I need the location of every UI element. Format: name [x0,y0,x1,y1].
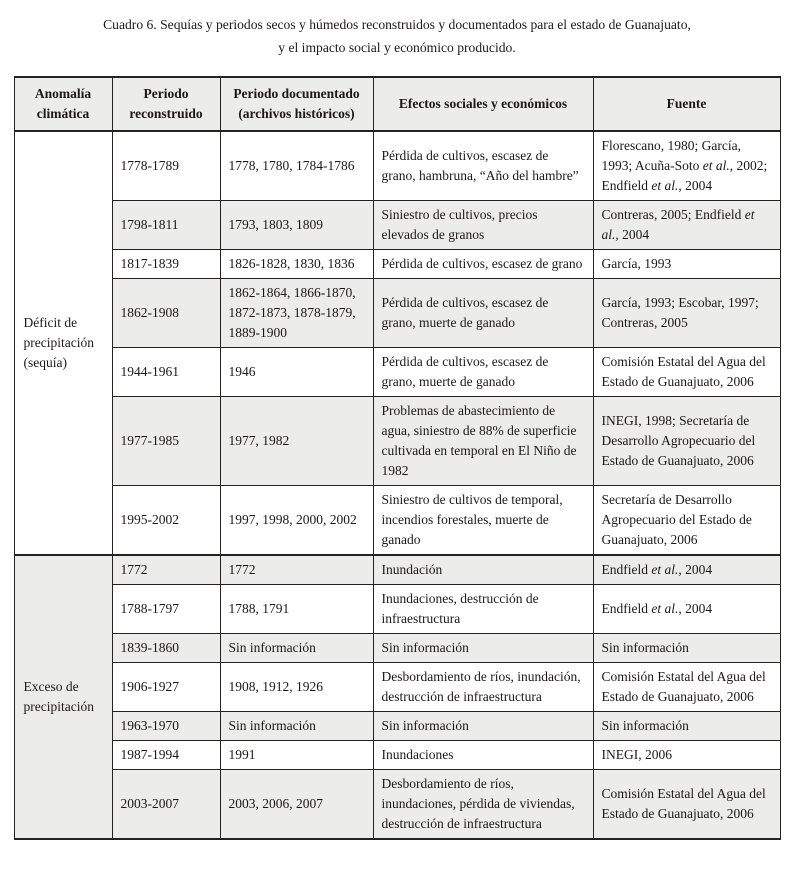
table-row [14,131,780,201]
cell-fuente: Comisión Estatal del Agua del Estado de Guanajuato, 2006 [593,348,780,397]
cell-fuente: Comisión Estatal del Agua del Estado de Guanajuato, 2006 [593,663,780,712]
cell-efectos: Pérdida de cultivos, escasez de grano, muerte de ganado [373,279,593,348]
cell-periodo-reconstruido: 1995-2002 [112,486,220,556]
cell-efectos: Pérdida de cultivos, escasez de grano, muerte de ganado [373,348,593,397]
cell-fuente: INEGI, 1998; Secretaría de Desarrollo Agropecuario del Estado de Guanajuato, 2006 [593,397,780,486]
cell-fuente: Contreras, 2005; Endfield et al., 2004 [593,201,780,250]
table-row [14,348,780,397]
cell-periodo-documentado: 1793, 1803, 1809 [220,201,373,250]
table-row [14,585,780,634]
cell-periodo-reconstruido: 1944-1961 [112,348,220,397]
caption-line-2: y el impacto social y económico producido. [278,40,516,55]
cell-periodo-reconstruido: 1798-1811 [112,201,220,250]
header-anomalia-climatica: Anomalía climática [14,77,112,131]
cell-fuente: Endfield et al., 2004 [593,585,780,634]
cell-periodo-reconstruido: 1788-1797 [112,585,220,634]
cell-periodo-documentado: Sin información [220,712,373,741]
cell-efectos: Desbordamiento de ríos, inundaciones, pérdida de viviendas, destrucción de infraestructura [373,770,593,840]
cell-efectos: Siniestro de cultivos, precios elevados de granos [373,201,593,250]
cell-periodo-documentado: 1862-1864, 1866-1870, 1872-1873, 1878-1879, 1889-1900 [220,279,373,348]
table-body [14,131,780,839]
cell-periodo-documentado: 1826-1828, 1830, 1836 [220,250,373,279]
cell-periodo-documentado: 1977, 1982 [220,397,373,486]
table-row [14,486,780,556]
table-row [14,250,780,279]
cell-periodo-reconstruido: 1963-1970 [112,712,220,741]
cell-fuente: Comisión Estatal del Agua del Estado de Guanajuato, 2006 [593,770,780,840]
cell-fuente: García, 1993; Escobar, 1997; Contreras, 2005 [593,279,780,348]
header-row [14,77,780,131]
table-row [14,279,780,348]
cell-efectos: Inundación [373,555,593,585]
cell-efectos: Pérdida de cultivos, escasez de grano [373,250,593,279]
cell-efectos: Problemas de abastecimiento de agua, siniestro de 88% de superficie cultivada en temporal en El Niño de 1982 [373,397,593,486]
cell-periodo-reconstruido: 1817-1839 [112,250,220,279]
cell-periodo-reconstruido: 1839-1860 [112,634,220,663]
cell-periodo-reconstruido: 1862-1908 [112,279,220,348]
table-row [14,634,780,663]
cell-periodo-reconstruido: 1977-1985 [112,397,220,486]
table-header [14,77,780,131]
cell-periodo-documentado: 1778, 1780, 1784-1786 [220,131,373,201]
table-row [14,770,780,840]
cell-periodo-documentado: 1946 [220,348,373,397]
cell-periodo-reconstruido: 1906-1927 [112,663,220,712]
cell-periodo-reconstruido: 1778-1789 [112,131,220,201]
table-row [14,712,780,741]
climate-anomalies-table [14,76,781,840]
cell-periodo-documentado: 1991 [220,741,373,770]
cell-fuente: Sin información [593,712,780,741]
cell-fuente: Secretaría de Desarrollo Agropecuario del Estado de Guanajuato, 2006 [593,486,780,556]
table-row [14,201,780,250]
cell-periodo-documentado: 2003, 2006, 2007 [220,770,373,840]
table-row [14,397,780,486]
header-periodo-reconstruido: Periodo reconstruido [112,77,220,131]
table-row [14,741,780,770]
header-efectos: Efectos sociales y económicos [373,77,593,131]
cell-fuente: Endfield et al., 2004 [593,555,780,585]
table-caption [40,13,754,59]
cell-fuente: Sin información [593,634,780,663]
cell-periodo-reconstruido: 2003-2007 [112,770,220,840]
cell-efectos: Siniestro de cultivos de temporal, incendios forestales, muerte de ganado [373,486,593,556]
caption-line-1: Cuadro 6. Sequías y periodos secos y húmedos reconstruidos y documentados para el estado de Guanajuato, [103,17,691,32]
cell-fuente: García, 1993 [593,250,780,279]
anomaly-group-label: Exceso de precipitación [14,555,112,839]
cell-efectos: Pérdida de cultivos, escasez de grano, hambruna, “Año del hambre” [373,131,593,201]
cell-periodo-documentado: 1997, 1998, 2000, 2002 [220,486,373,556]
cell-periodo-documentado: 1788, 1791 [220,585,373,634]
cell-efectos: Sin información [373,634,593,663]
anomaly-group-label: Déficit de precipitación (sequía) [14,131,112,555]
cell-efectos: Inundaciones, destrucción de infraestructura [373,585,593,634]
cell-efectos: Desbordamiento de ríos, inundación, destrucción de infraestructura [373,663,593,712]
cell-fuente: Florescano, 1980; García, 1993; Acuña-Soto et al., 2002; Endfield et al., 2004 [593,131,780,201]
table-row [14,555,780,585]
header-fuente: Fuente [593,77,780,131]
cell-periodo-documentado: Sin información [220,634,373,663]
cell-periodo-reconstruido: 1772 [112,555,220,585]
table-row [14,663,780,712]
cell-efectos: Inundaciones [373,741,593,770]
cell-periodo-reconstruido: 1987-1994 [112,741,220,770]
cell-fuente: INEGI, 2006 [593,741,780,770]
cell-periodo-documentado: 1772 [220,555,373,585]
cell-efectos: Sin información [373,712,593,741]
header-periodo-documentado: Periodo documentado (archivos históricos) [220,77,373,131]
cell-periodo-documentado: 1908, 1912, 1926 [220,663,373,712]
